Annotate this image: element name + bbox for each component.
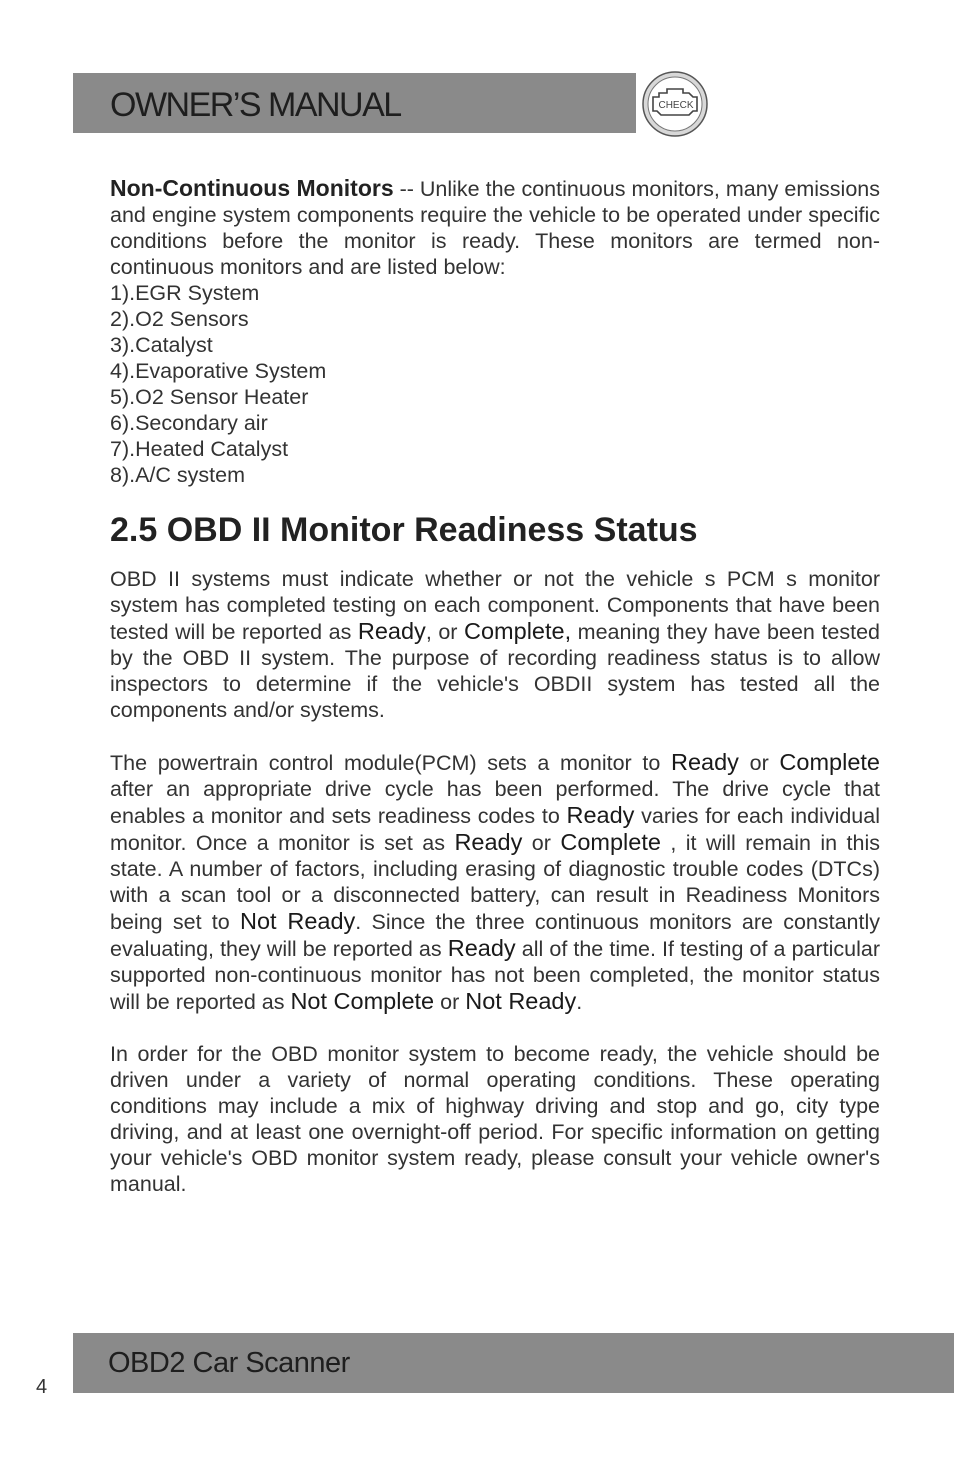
non-continuous-text: -- Unlike the continuous monitors, many emissions and engine system components require the vehicle to be operated under specific conditions before the monitor is ready. These monitors are termed non-continuous monitors and are listed below:	[110, 177, 880, 279]
list-item: 1).EGR System	[110, 281, 260, 305]
keyword-ready: Ready	[454, 829, 523, 855]
list-item: 8).A/C system	[110, 463, 245, 487]
list-item: 5).O2 Sensor Heater	[110, 385, 309, 409]
keyword-not-ready: Not Ready	[239, 908, 356, 934]
footer-title: OBD2 Car Scanner	[108, 1347, 350, 1379]
paragraph-gap	[110, 1015, 880, 1041]
keyword-ready: Ready	[671, 749, 739, 775]
keyword-complete: Complete	[779, 749, 880, 775]
readiness-paragraph-3: In order for the OBD monitor system to become ready, the vehicle should be driven under a variety of normal operating conditions. These operating conditions may include a mix of highway driving and stop and go, city type driving, and at least one overnight-off period. For specific information on getting your vehicle's OBD monitor system ready, please consult your vehicle owner's manual.	[110, 1042, 880, 1196]
page-content	[110, 175, 880, 1197]
list-item: 2).O2 Sensors	[110, 307, 249, 331]
text-run: or	[434, 990, 466, 1014]
text-run: . Since the three continuous monitors are constantly evaluating, they will be reported as	[110, 910, 880, 961]
page-number: 4	[36, 1376, 48, 1398]
keyword-not-complete: Not Complete	[290, 988, 435, 1014]
non-continuous-lead: Non-Continuous Monitors	[110, 175, 394, 201]
text-run: The powertrain control module(PCM) sets a monitor to	[110, 751, 671, 775]
page-header-title: OWNER’S MANUAL	[110, 86, 401, 124]
paragraph-gap	[110, 723, 880, 749]
list-item: 4).Evaporative System	[110, 359, 327, 383]
monitor-list	[110, 280, 880, 488]
check-engine-icon	[641, 70, 709, 138]
keyword-complete: Complete,	[464, 618, 572, 644]
text-run: or	[738, 751, 780, 775]
text-run: all of the time. If testing of a particular supported non-continuous monitor has not been completed, the monitor status will be reported as	[110, 937, 880, 1014]
text-run: meaning they have been tested by the OBD II system. The purpose of recording readiness status is to allow inspectors to determine if the vehicle's OBDII system has tested all the components and/or systems.	[110, 620, 880, 722]
text-run: after an appropriate drive cycle has been performed. The drive cycle that enables a monitor and sets readiness codes to	[110, 777, 880, 828]
text-run: varies for each individual monitor. Once a monitor is set as	[110, 804, 880, 855]
non-continuous-intro	[110, 175, 880, 280]
badge-label: CHECK	[658, 100, 694, 111]
text-run: , it will remain in this state. A number of factors, including erasing of diagnostic trouble codes (DTCs) with a scan tool or a disconnected battery, can result in Readiness Monitors being set to	[110, 831, 880, 934]
list-item: 6).Secondary air	[110, 411, 268, 435]
readiness-paragraph-1	[110, 566, 880, 723]
keyword-ready: Ready	[357, 618, 426, 644]
keyword-complete: Complete	[560, 829, 661, 855]
text-run: , or	[425, 620, 465, 644]
list-item: 7).Heated Catalyst	[110, 437, 289, 461]
text-run: OBD II systems must indicate whether or not the vehicle s PCM s monitor system has completed testing on each component. Components that have been tested will be reported as	[110, 567, 880, 644]
list-item: 3).Catalyst	[110, 333, 213, 357]
keyword-not-ready: Not Ready	[465, 988, 577, 1014]
keyword-ready: Ready	[447, 935, 516, 961]
keyword-ready: Ready	[566, 802, 635, 828]
text-run: .	[576, 990, 583, 1014]
text-run: or	[522, 831, 561, 855]
section-title: 2.5 OBD II Monitor Readiness Status	[110, 511, 698, 549]
readiness-paragraph-2	[110, 749, 880, 1015]
